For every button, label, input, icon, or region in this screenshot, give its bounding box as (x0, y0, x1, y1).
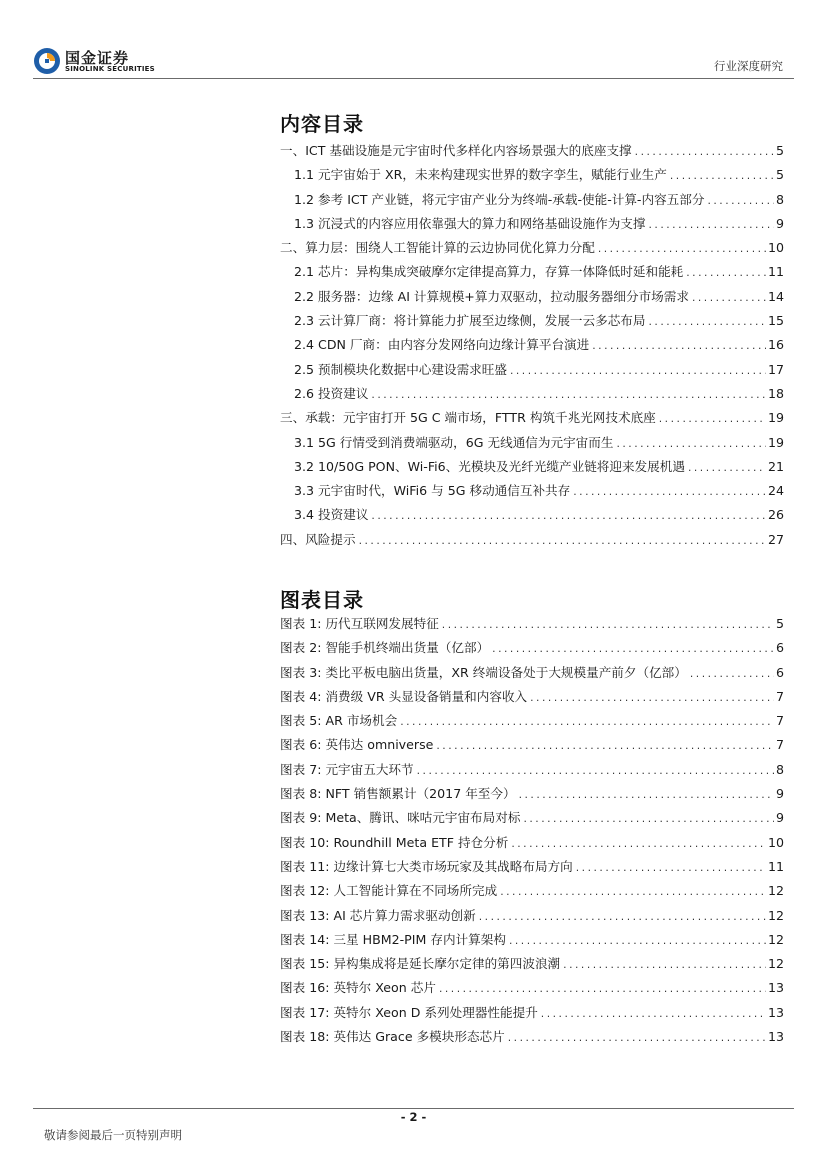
dot-leader (529, 694, 774, 704)
disclaimer-note: 敬请参阅最后一页特别声明 (44, 1128, 182, 1142)
toc-entry-label[interactable]: 2.4 CDN 厂商：由内容分发网络向边缘计算平台演进 (294, 337, 590, 353)
dot-leader (518, 791, 774, 801)
logo-english-text: SINOLINK SECURITIES (65, 65, 155, 73)
figure-entry[interactable] (280, 929, 784, 953)
toc-entry[interactable] (280, 286, 784, 310)
toc-entry-label[interactable]: 2.3 云计算厂商：将计算能力扩展至边缘侧，发展一云多芯布局 (294, 313, 646, 329)
figures-list (280, 613, 784, 1050)
toc-entry[interactable] (280, 359, 784, 383)
dot-leader (478, 913, 766, 923)
toc-entry-label[interactable]: 2.6 投资建议 (294, 385, 369, 401)
figure-entry-label[interactable]: 图表 15: 异构集成将是延长摩尔定律的第四波浪潮 (280, 956, 561, 972)
toc-entry-label[interactable]: 1.2 参考 ICT 产业链，将元宇宙产业分为终端-承载-使能-计算-内容五部分 (294, 191, 705, 207)
dot-leader (597, 245, 766, 255)
toc-entry-page[interactable]: 5 (775, 143, 784, 158)
page-header (0, 0, 827, 80)
figure-entry[interactable] (280, 856, 784, 880)
figure-entry-page[interactable]: 5 (775, 616, 784, 631)
figure-entry[interactable] (280, 759, 784, 783)
figure-entry-label[interactable]: 图表 8: NFT 销售额累计（2017 年至今） (280, 786, 516, 802)
figure-entry-page[interactable]: 10 (767, 834, 784, 850)
dot-leader (416, 767, 774, 777)
toc-entry[interactable] (280, 504, 784, 528)
figure-entry[interactable] (280, 613, 784, 637)
figure-entry-page[interactable]: 9 (775, 786, 784, 802)
figure-entry-page[interactable]: 6 (775, 640, 784, 656)
figure-entry-label[interactable]: 图表 6: 英伟达 omniverse (280, 737, 434, 753)
toc-entry[interactable] (280, 164, 784, 188)
sinolink-logo-icon (33, 47, 61, 75)
figure-entry-page[interactable]: 7 (775, 688, 784, 704)
figure-entry-page[interactable]: 6 (775, 664, 784, 680)
dot-leader (691, 294, 766, 304)
report-type: 行业深度研究 (714, 59, 783, 73)
dot-leader (438, 985, 766, 995)
dot-leader (509, 367, 766, 377)
toc-entry-label[interactable]: 3.4 投资建议 (294, 507, 369, 523)
figure-entry-label[interactable]: 图表 1: 历代互联网发展特征 (280, 616, 439, 631)
dot-leader (370, 391, 766, 401)
toc-entry-page[interactable]: 27 (767, 531, 784, 547)
figure-entry[interactable] (280, 662, 784, 686)
toc-entry-label[interactable]: 2.2 服务器：边缘 AI 计算规模+算力双驱动，拉动服务器细分市场需求 (294, 288, 689, 304)
toc-entry-label[interactable]: 2.5 预制模块化数据中心建设需求旺盛 (294, 361, 507, 377)
dot-leader (591, 342, 766, 352)
toc-entry[interactable] (280, 189, 784, 213)
toc-entry[interactable] (280, 480, 784, 504)
figure-entry-page[interactable]: 13 (767, 1029, 784, 1045)
dot-leader (689, 670, 774, 680)
toc-entry-page[interactable]: 16 (767, 337, 784, 353)
toc-list (280, 140, 784, 553)
dot-leader (575, 864, 766, 874)
toc-entry-label[interactable]: 1.1 元宇宙始于 XR，未来构建现实世界的数字孪生，赋能行业生产 (294, 167, 667, 183)
dot-leader (687, 464, 766, 474)
toc-entry[interactable] (280, 237, 784, 261)
figure-entry[interactable] (280, 1002, 784, 1026)
dot-leader (499, 888, 766, 898)
company-logo (33, 47, 153, 75)
header-divider (33, 78, 794, 79)
dot-leader (491, 645, 774, 655)
figure-entry-label[interactable]: 图表 12: 人工智能计算在不同场所完成 (280, 883, 498, 899)
toc-entry-label[interactable]: 二、算力层：围绕人工智能计算的云边协同优化算力分配 (280, 240, 595, 256)
dot-leader (634, 148, 774, 158)
figure-entry-page[interactable]: 12 (767, 907, 784, 923)
toc-entry-page[interactable]: 26 (767, 507, 784, 523)
figure-entry-page[interactable]: 12 (767, 883, 784, 899)
figure-entry[interactable] (280, 880, 784, 904)
toc-entry[interactable] (280, 529, 784, 553)
dot-leader (572, 488, 766, 498)
toc-entry-label[interactable]: 四、风险提示 (280, 531, 356, 547)
toc-entry-label[interactable]: 3.2 10/50G PON、Wi-Fi6、光模块及光纤光缆产业链将迎来发展机遇 (294, 458, 685, 474)
dot-leader (540, 1010, 766, 1020)
toc-entry-label[interactable]: 2.1 芯片：异构集成突破摩尔定律提高算力，存算一体降低时延和能耗 (294, 264, 684, 280)
figure-entry-page[interactable]: 8 (775, 761, 784, 777)
figure-entry[interactable] (280, 637, 784, 661)
page-number: - 2 - (400, 1110, 427, 1124)
dot-leader (358, 537, 766, 547)
toc-entry[interactable] (280, 334, 784, 358)
figure-entry[interactable] (280, 1026, 784, 1050)
dot-leader (370, 512, 766, 522)
toc-entry[interactable] (280, 383, 784, 407)
figure-entry[interactable] (280, 953, 784, 977)
toc-entry[interactable] (280, 140, 784, 164)
toc-entry[interactable] (280, 261, 784, 285)
dot-leader (522, 815, 774, 825)
toc-entry[interactable] (280, 432, 784, 456)
dot-leader (685, 269, 766, 279)
toc-entry[interactable] (280, 213, 784, 237)
figure-entry-page[interactable]: 7 (775, 737, 784, 753)
dot-leader (441, 621, 774, 631)
figure-entry-label[interactable]: 图表 13: AI 芯片算力需求驱动创新 (280, 907, 476, 923)
figure-entry-page[interactable]: 13 (767, 980, 784, 996)
figure-entry[interactable] (280, 686, 784, 710)
figure-entry-label[interactable]: 图表 16: 英特尔 Xeon 芯片 (280, 980, 436, 996)
figure-entry-label[interactable]: 图表 3: 类比平板电脑出货量，XR 终端设备处于大规模量产前夕（亿部） (280, 664, 687, 680)
toc-entry-page[interactable]: 5 (775, 167, 784, 183)
dot-leader (658, 415, 766, 425)
dot-leader (435, 742, 774, 752)
figure-entry-label[interactable]: 图表 10: Roundhill Meta ETF 持仓分析 (280, 834, 509, 850)
toc-entry-page[interactable]: 11 (767, 264, 784, 280)
toc-entry-page[interactable]: 14 (767, 288, 784, 304)
figure-entry-label[interactable]: 图表 2: 智能手机终端出货量（亿部） (280, 640, 490, 656)
figure-entry-label[interactable]: 图表 5: AR 市场机会 (280, 713, 398, 729)
figure-entry-label[interactable]: 图表 17: 英特尔 Xeon D 系列处理器性能提升 (280, 1004, 538, 1020)
toc-entry-page[interactable]: 24 (767, 483, 784, 499)
toc-entry-label[interactable]: 3.3 元宇宙时代，WiFi6 与 5G 移动通信互补共存 (294, 483, 571, 499)
figure-entry-page[interactable]: 11 (767, 858, 784, 874)
dot-leader (706, 197, 774, 207)
toc-entry-page[interactable]: 8 (775, 191, 784, 207)
toc-entry-page[interactable]: 21 (767, 458, 784, 474)
figure-entry-page[interactable]: 9 (775, 810, 784, 826)
figure-entry-label[interactable]: 图表 14: 三星 HBM2-PIM 存内计算架构 (280, 931, 506, 947)
figure-entry[interactable] (280, 710, 784, 734)
toc-entry-label[interactable]: 1.3 沉浸式的内容应用依靠强大的算力和网络基础设施作为支撑 (294, 215, 646, 231)
toc-entry[interactable] (280, 456, 784, 480)
figure-entry-label[interactable]: 图表 11: 边缘计算七大类市场玩家及其战略布局方向 (280, 858, 573, 874)
figure-entry-label[interactable]: 图表 18: 英伟达 Grace 多模块形态芯片 (280, 1029, 505, 1045)
figure-entry-page[interactable]: 7 (775, 713, 784, 729)
dot-leader (647, 318, 765, 328)
toc-entry-page[interactable]: 19 (767, 434, 784, 450)
figure-entry-label[interactable]: 图表 9: Meta、腾讯、咪咕元宇宙布局对标 (280, 810, 521, 826)
toc-entry[interactable] (280, 407, 784, 431)
toc-entry-page[interactable]: 15 (767, 313, 784, 329)
toc-entry[interactable] (280, 310, 784, 334)
toc-entry-page[interactable]: 18 (767, 385, 784, 401)
dot-leader (508, 937, 766, 947)
figure-entry[interactable] (280, 783, 784, 807)
dot-leader (399, 718, 774, 728)
footer-divider (33, 1108, 794, 1109)
dot-leader (669, 172, 774, 182)
toc-entry-page[interactable]: 10 (767, 240, 784, 256)
toc-entry-label[interactable]: 3.1 5G 行情受到消费端驱动，6G 无线通信为元宇宙而生 (294, 434, 614, 450)
figure-entry-page[interactable]: 12 (767, 956, 784, 972)
figure-entry[interactable] (280, 977, 784, 1001)
toc-entry-page[interactable]: 17 (767, 361, 784, 377)
figure-entry[interactable] (280, 807, 784, 831)
figure-entry-page[interactable]: 13 (767, 1004, 784, 1020)
dot-leader (615, 440, 766, 450)
dot-leader (562, 961, 766, 971)
toc-title: 内容目录 (280, 112, 364, 136)
logo-chinese-text: 国金证券 (65, 49, 130, 67)
figure-entry-label[interactable]: 图表 4: 消费级 VR 头显设备销量和内容收入 (280, 688, 528, 704)
dot-leader (647, 221, 774, 231)
figure-entry-page[interactable]: 12 (767, 931, 784, 947)
toc-entry-label[interactable]: 一、ICT 基础设施是元宇宙时代多样化内容场景强大的底座支撑 (280, 143, 632, 158)
figures-title: 图表目录 (280, 588, 364, 612)
toc-entry-page[interactable]: 9 (775, 215, 784, 231)
figure-entry[interactable] (280, 832, 784, 856)
figure-entry[interactable] (280, 734, 784, 758)
figure-entry[interactable] (280, 905, 784, 929)
toc-entry-page[interactable]: 19 (767, 410, 784, 426)
toc-entry-label[interactable]: 三、承载：元宇宙打开 5G C 端市场，FTTR 构筑千兆光网技术底座 (280, 410, 656, 426)
figure-entry-label[interactable]: 图表 7: 元宇宙五大环节 (280, 761, 414, 777)
dot-leader (510, 840, 766, 850)
dot-leader (507, 1034, 766, 1044)
